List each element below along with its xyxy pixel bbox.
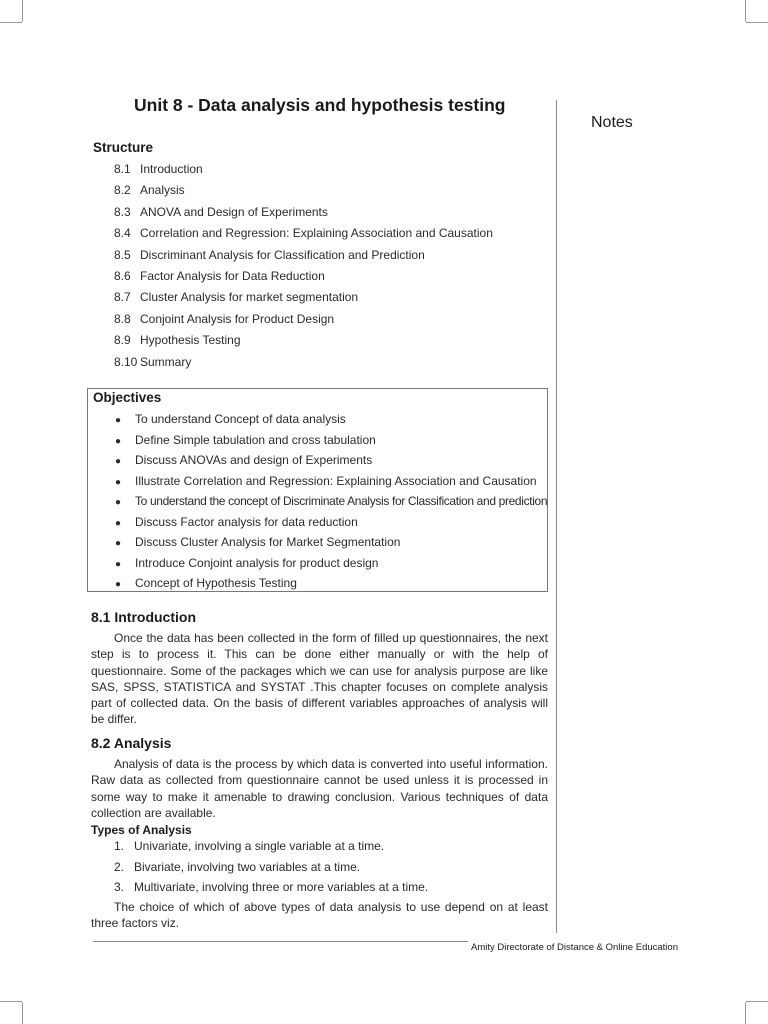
list-item: 1. Univariate, involving a single variable at a time.: [114, 839, 385, 853]
structure-item: 8.2 Analysis: [114, 183, 185, 198]
structure-list: [114, 161, 493, 375]
objective-item: ● Illustrate Correlation and Regression: Explaining Association and Causation: [115, 473, 547, 494]
objective-item: ● Discuss ANOVAs and design of Experiments: [115, 452, 547, 473]
objective-item: ● Introduce Conjoint analysis for product design: [115, 555, 547, 576]
objective-item: ● To understand the concept of Discriminate Analysis for Classification and prediction: [115, 493, 547, 514]
objective-item: ● Discuss Cluster Analysis for Market Segmentation: [115, 534, 547, 555]
structure-item: 8.5 Discriminant Analysis for Classification and Prediction: [114, 247, 425, 262]
structure-item: 8.8 Conjoint Analysis for Product Design: [114, 311, 335, 326]
types-list: [114, 838, 428, 900]
analysis-paragraph: Analysis of data is the process by which data is converted into useful information. Raw data as collected from questionnaire cannot be used unless it is processed in some way to make it amenable to drawing conclusion. Various techniques of data collection are available.: [91, 757, 548, 820]
margin-divider: [556, 100, 557, 933]
crop-mark: [22, 1002, 23, 1024]
structure-heading: Structure: [93, 140, 154, 155]
objective-item: ● Define Simple tabulation and cross tabulation: [115, 432, 547, 453]
bullet-icon: ●: [115, 558, 122, 570]
bullet-icon: ●: [115, 435, 122, 447]
footer-text: Amity Directorate of Distance & Online Education: [471, 942, 678, 953]
notes-margin-heading: Notes: [591, 114, 633, 131]
analysis-heading: 8.2 Analysis: [91, 735, 172, 751]
introduction-paragraph: Once the data has been collected in the form of filled up questionnaires, the next step is to process it. This can be done either manually or with the help of questionnaire. Some of the packages which we can use for analysis purpose are like SAS, SPSS, STATISTICA and SYSTAT .This chapter focuses on complete analysis part of collected data. On the basis of different variables approaches of analysis will be differ.: [91, 631, 548, 727]
closing-paragraph: The choice of which of above types of data analysis to use depend on at least three factors viz.: [91, 900, 548, 931]
list-item: 2. Bivariate, involving two variables at a time.: [114, 859, 361, 874]
objective-item: ● Discuss Factor analysis for data reduction: [115, 514, 547, 535]
structure-item: 8.4 Correlation and Regression: Explaining Association and Causation: [114, 226, 493, 241]
crop-mark: [745, 1002, 746, 1024]
bullet-icon: ●: [115, 415, 122, 426]
structure-item: 8.1 Introduction: [114, 162, 203, 176]
structure-item: 8.6 Factor Analysis for Data Reduction: [114, 268, 325, 283]
types-of-analysis-heading: Types of Analysis: [91, 823, 192, 837]
bullet-icon: ●: [115, 538, 122, 549]
introduction-heading: 8.1 Introduction: [91, 609, 196, 625]
structure-item: 8.9 Hypothesis Testing: [114, 333, 241, 348]
objectives-list: [115, 411, 547, 596]
list-item: 3. Multivariate, involving three or more variables at a time.: [114, 880, 429, 895]
bullet-icon: ●: [115, 497, 122, 508]
structure-item: 8.3 ANOVA and Design of Experiments: [114, 204, 328, 219]
objective-item: ● Concept of Hypothesis Testing: [115, 575, 547, 596]
crop-mark: [746, 22, 768, 23]
bullet-icon: ●: [115, 456, 122, 467]
crop-mark: [22, 0, 23, 22]
objective-item: ● To understand Concept of data analysis: [115, 411, 547, 432]
crop-mark: [746, 1001, 768, 1002]
crop-mark: [0, 22, 22, 23]
objectives-heading: Objectives: [93, 390, 162, 405]
crop-mark: [0, 1001, 22, 1002]
structure-item: 8.7 Cluster Analysis for market segmentation: [114, 290, 359, 305]
bullet-icon: ●: [115, 517, 122, 529]
bullet-icon: ●: [115, 476, 122, 488]
crop-mark: [745, 0, 746, 22]
structure-item: 8.10 Summary: [114, 354, 192, 369]
footer-rule: [93, 941, 468, 942]
bullet-icon: ●: [115, 579, 122, 590]
page-title: Unit 8 - Data analysis and hypothesis testing: [134, 95, 506, 115]
